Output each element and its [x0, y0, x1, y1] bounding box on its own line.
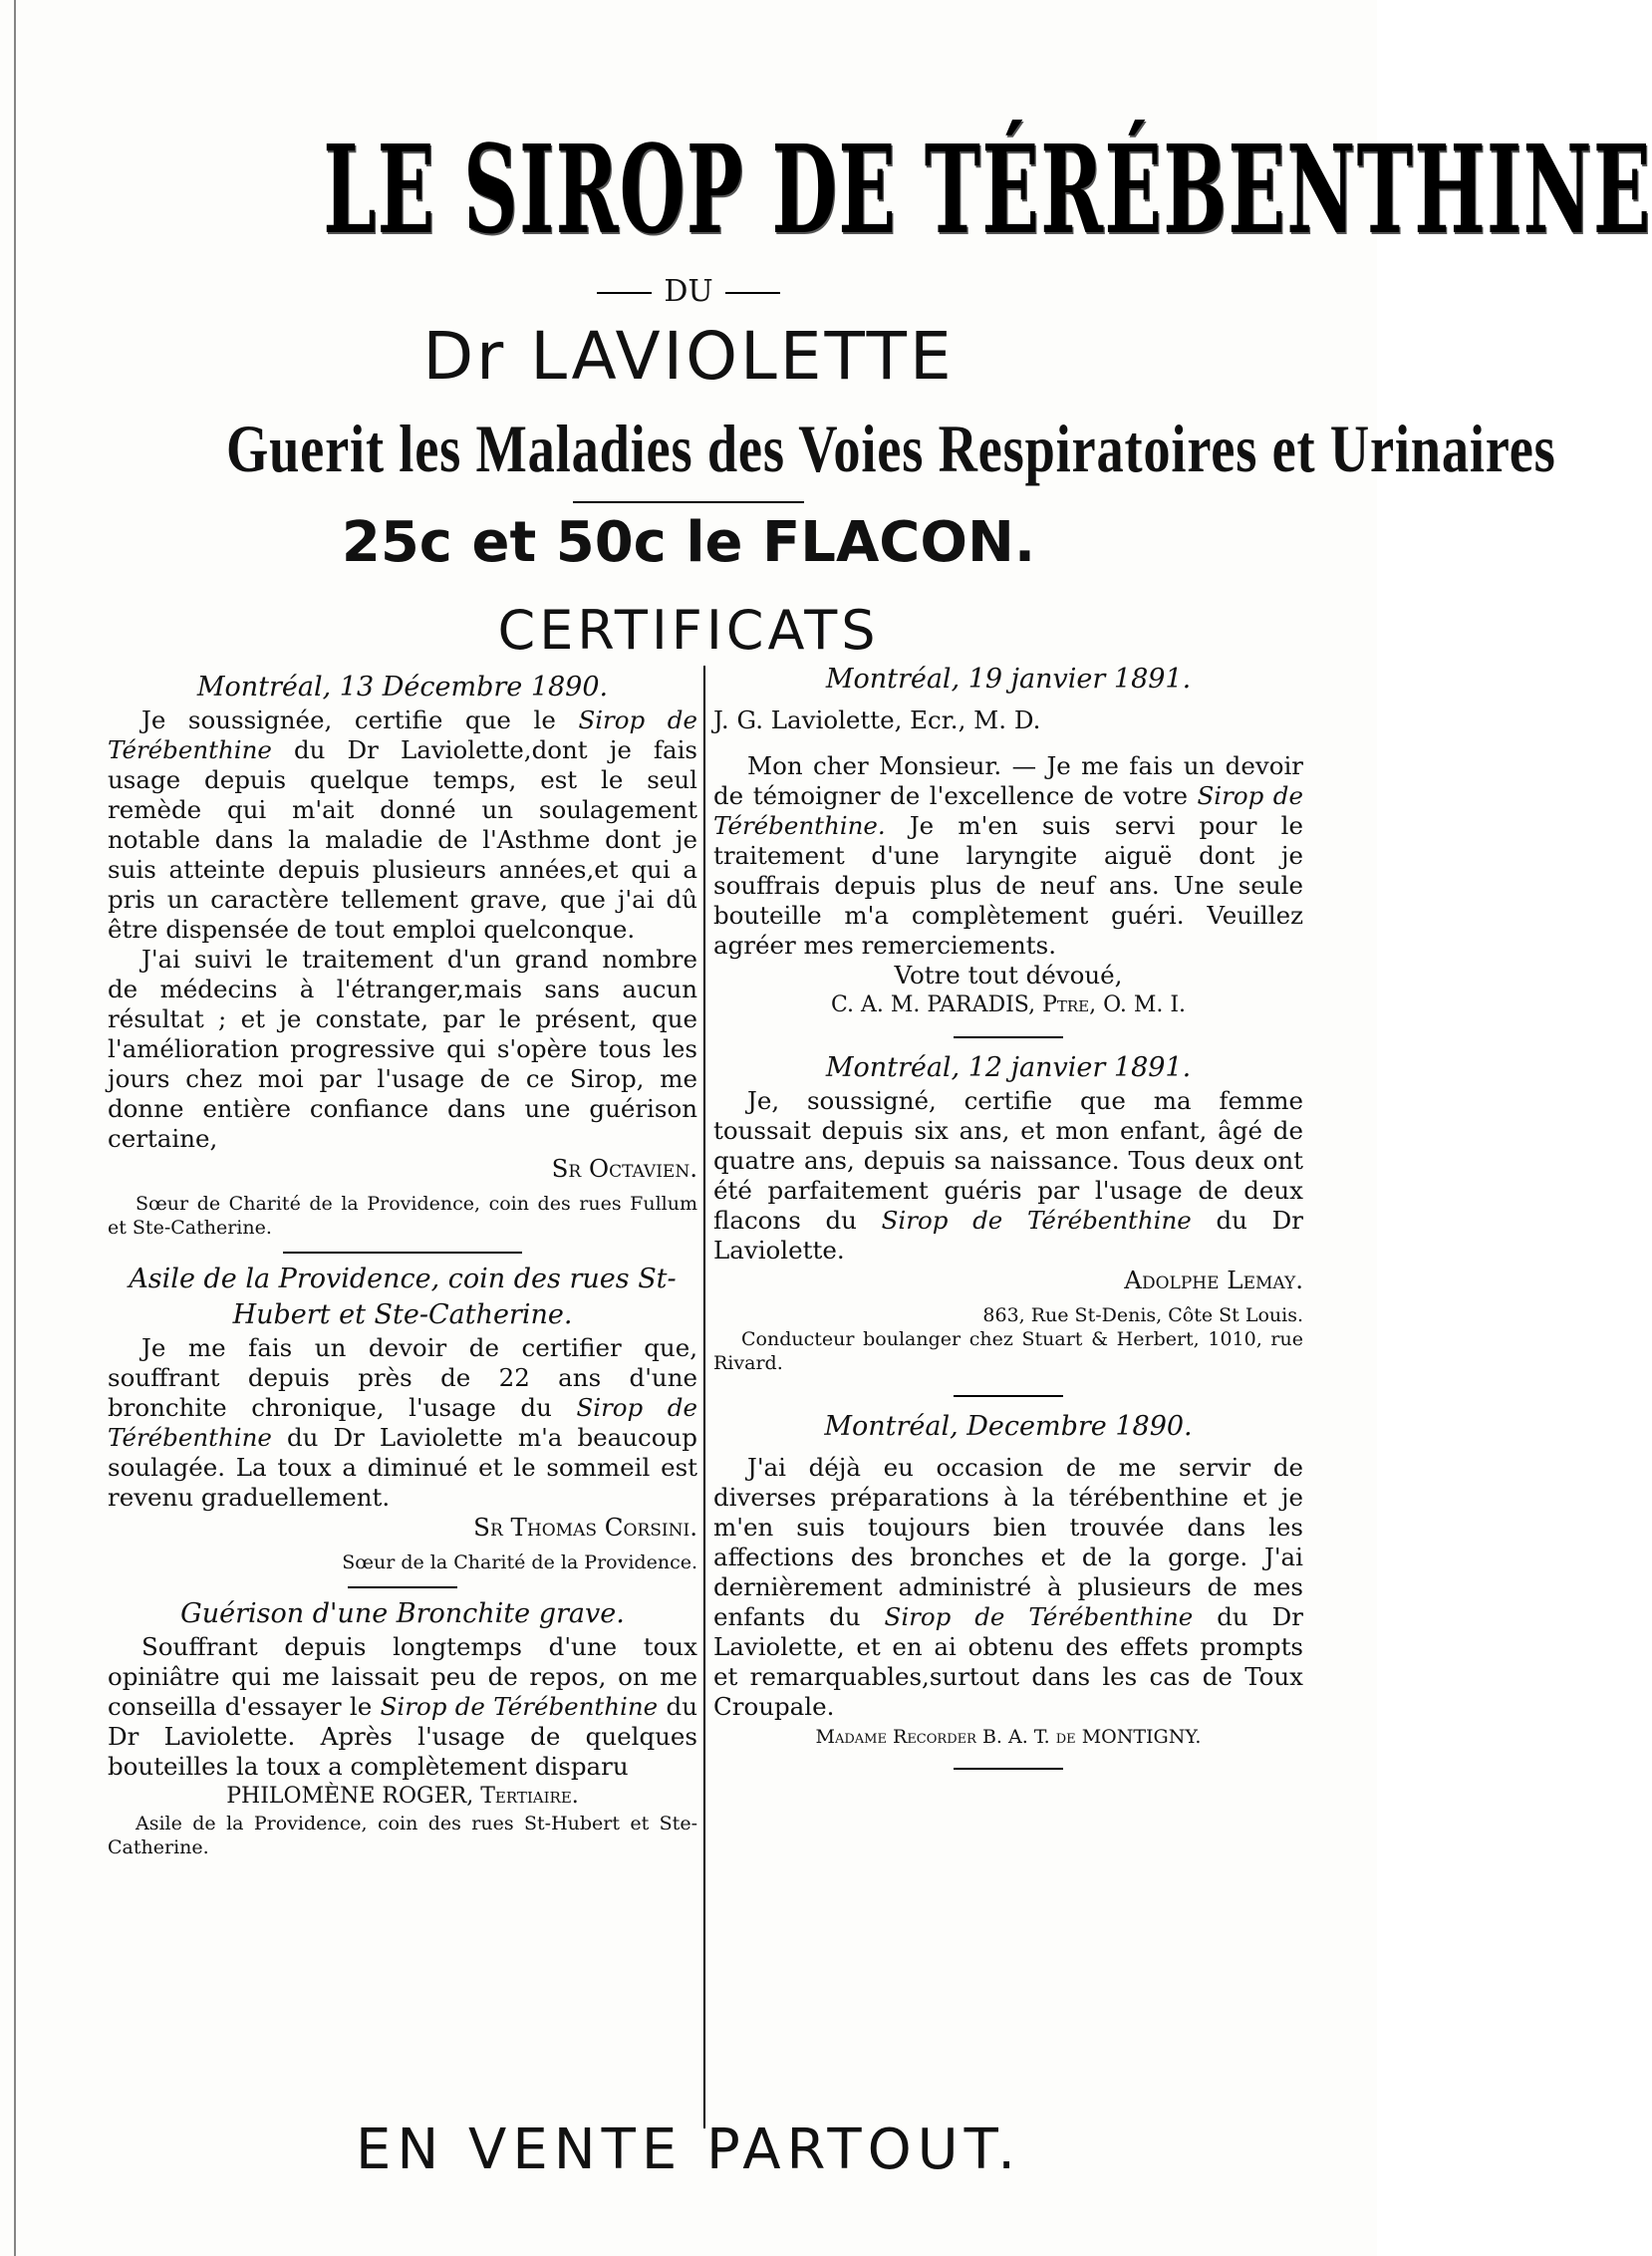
product-name: Sirop de Térébenthine [108, 705, 697, 764]
text-run: Souffrant depuis longtemps d'une toux opiniâtre qui me laissait peu de repos, on me conseilla d'essayer le [108, 1632, 697, 1721]
headline-title: LE SIROP DE TÉRÉBENTHINE [323, 118, 1652, 261]
separator-rule [954, 1768, 1063, 1770]
certificate-paragraph [108, 1632, 697, 1782]
product-name: Sirop de Térébenthine [884, 1602, 1194, 1631]
text-run: Je m'en suis servi pour le traitement d'une laryngite aiguë dont je souffrais depuis plus de neuf ans. Une seule bouteille m'a complètement guéri. Veuillez agréer mes remerciements. [713, 811, 1303, 960]
text-run: du Dr Laviolette. Après l'usage de quelques bouteilles la toux a complètement disparu [108, 1692, 697, 1781]
text-run: Mon cher Monsieur. — Je me fais un devoir de témoigner de l'excellence de votre [713, 751, 1303, 810]
certificate-paragraph [108, 705, 697, 945]
du-line [0, 272, 1377, 312]
certificate-paragraph [713, 751, 1303, 961]
section-heading: CERTIFICATS [497, 599, 880, 662]
certificate-signature: C. A. M. PARADIS, Ptre, O. M. I. [830, 992, 1187, 1017]
certificate-address: Sœur de la Charité de la Providence. [342, 1551, 697, 1573]
product-name: Sirop de Térébenthine [881, 1206, 1192, 1235]
product-name: Sirop de Térébenthine [108, 1393, 697, 1452]
du-rule-left [597, 292, 652, 294]
column-divider [703, 666, 705, 2128]
text-run: Je soussignée, certifie que le [141, 705, 579, 734]
certificate-address: 863, Rue St-Denis, Côte St Louis. [982, 1304, 1303, 1326]
du-rule-right [725, 292, 780, 294]
text-run: J'ai déjà eu occasion de me servir de diverses préparations à la térébenthine et je m'en suis toujours bien trouvée dans les affections des bronches et de la gorge. J'ai dernièrement administré à plusieurs de mes enfants du [713, 1453, 1303, 1631]
right-column [713, 662, 1303, 1770]
text-run: Je, soussigné, certifie que ma femme toussait depuis six ans, et mon enfant, âgé de quatre ans, depuis sa naissance. Tous deux ont été parfaitement guéris par l'usage de deux flacons du [713, 1086, 1303, 1235]
certificate-place-date: Montréal, 13 Décembre 1890. [196, 672, 609, 703]
text-run: Je me fais un devoir de certifier que, souffrant depuis près de 22 ans d'une bronchite chronique, l'usage du [108, 1333, 697, 1422]
certificate-heading: Guérison d'une Bronchite grave. [180, 1598, 625, 1629]
subtitle: Guerit les Maladies des Voies Respiratoires et Urinaires [226, 411, 1556, 486]
certificate-place-date: Montréal, Decembre 1890. [824, 1411, 1193, 1442]
certificate-address: Asile de la Providence, coin des rues St-Hubert et Ste-Catherine. [108, 1813, 697, 1858]
certificate-signature: Sr Octavien. [551, 1154, 697, 1183]
product-name: Sirop de Térébenthine [380, 1692, 659, 1721]
certificate-signature: Adolphe Lemay. [1124, 1266, 1303, 1294]
text-run: du Dr Laviolette. [713, 1206, 1304, 1265]
certificate-place-date: Montréal, 19 janvier 1891. [825, 664, 1192, 695]
certificate-place: Asile de la Providence, coin des rues St-Hubert et Ste-Catherine. [129, 1264, 677, 1330]
text-run: du Dr Laviolette m'a beaucoup soulagée. La toux a diminué et le sommeil est revenu graduellement. [108, 1423, 697, 1512]
certificate-signature: PHILOMÈNE ROGER, Tertiaire. [226, 1784, 579, 1809]
text-run: du Dr Laviolette,dont je fais usage depuis quelque temps, est le seul remède qui m'ait donné un soulagement notable dans la maladie de l'Asthme dont je suis atteinte depuis plusieurs années,et qui a pris un caractère tellement grave, que j'ai dû être dispensée de tout emploi quelconque. [108, 735, 697, 944]
certificate-place-date: Montréal, 12 janvier 1891. [825, 1052, 1192, 1083]
footer-sale-line: EN VENTE PARTOUT. [355, 2117, 1021, 2182]
certificate-address: Sœur de Charité de la Providence, coin des rues Fullum et Ste-Catherine. [108, 1193, 697, 1239]
certificate-occupation: Conducteur boulanger chez Stuart & Herbert, 1010, rue Rivard. [713, 1328, 1303, 1374]
certificate-paragraph [713, 1086, 1303, 1266]
certificate-paragraph: J'ai suivi le traitement d'un grand nombre de médecins à l'étranger,mais sans aucun résultat ; et je constate, par le présent, que l'amélioration progressive qui s'opère tous les jours chez moi par l'usage de ce Sirop, me donne entière confiance dans une guérison certaine, [108, 945, 697, 1153]
product-name: Sirop de Térébenthine. [713, 781, 1303, 840]
du-text: DU [664, 274, 713, 309]
doctor-name: Dr LAVIOLETTE [422, 318, 955, 395]
certificate-closing: Votre tout dévoué, [894, 961, 1123, 989]
text-run: du Dr Laviolette, et en ai obtenu des effets prompts et remarquables,surtout dans les cas de Toux Croupale. [713, 1602, 1303, 1721]
price-line: 25c et 50c le FLACON. [341, 510, 1036, 575]
certificate-paragraph [108, 1333, 697, 1513]
certificate-recipient: J. G. Laviolette, Ecr., M. D. [713, 705, 1041, 734]
subtitle-rule [573, 501, 804, 503]
left-column [108, 670, 697, 1859]
certificate-paragraph [713, 1453, 1303, 1722]
certificate-signature: Sr Thomas Corsini. [473, 1513, 697, 1542]
certificate-signature: Madame Recorder B. A. T. de MONTIGNY. [815, 1726, 1202, 1748]
